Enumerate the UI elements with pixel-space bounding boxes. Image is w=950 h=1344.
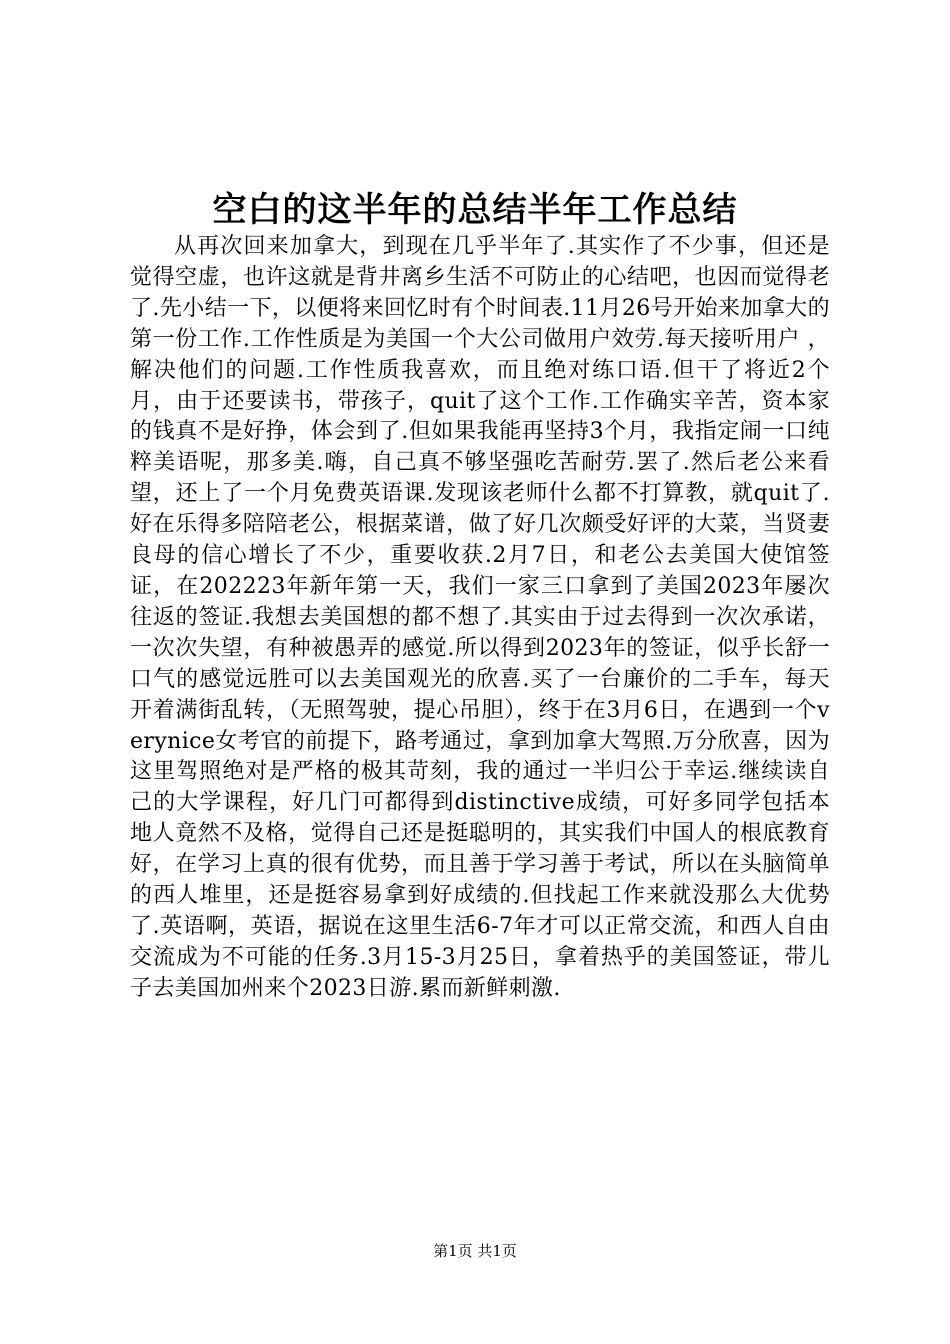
- page-number-footer: 第1页 共1页: [433, 1242, 517, 1260]
- document-title: 空白的这半年的总结半年工作总结: [212, 190, 738, 230]
- document-body-paragraph: 从再次回来加拿大，到现在几乎半年了.其实作了不少事，但还是觉得空虚，也许这就是背井离乡生活不可防止的心结吧，也因而觉得老了.先小结一下，以便将来回忆时有个时间表.11月26号开始来加拿大的第一份工作.工作性质是为美国一个大公司做用户效劳.每天接听用户 ，解决他们的问题.工作性质我喜欢，而且绝对练口语.但干了将近2个月，由于还要读书，带孩子，quit了这个工作.工作确实辛苦，资本家的钱真不是好挣，体会到了.但如果我能再坚持3个月，我指定闹一口纯粹美语呢，那多美.嗨，自己真不够坚强吃苦耐劳.罢了.然后老公来看望，还上了一个月免费英语课.发现该老师什么都不打算教，就quit了.好在乐得多陪陪老公，根据菜谱，做了好几次颇受好评的大菜，当贤妻良母的信心增长了不少，重要收获.2月7日，和老公去美国大使馆签证，在202223年新年第一天，我们一家三口拿到了美国2023年屡次往返的签证.我想去美国想的都不想了.其实由于过去得到一次次承诺，一次次失望，有种被愚弄的感觉.所以得到2023年的签证，似乎长舒一口气的感觉远胜可以去美国观光的欣喜.买了一台廉价的二手车，每天开着满街乱转，（无照驾驶，提心吊胆），终于在3月6日，在遇到一个verynice女考官的前提下，路考通过，拿到加拿大驾照.万分欣喜，因为这里驾照绝对是严格的极其苛刻，我的通过一半归公于幸运.继续读自己的大学课程，好几门可都得到distinctive成绩，可好多同学包括本地人竟然不及格，觉得自己还是挺聪明的，其实我们中国人的根底教育好，在学习上真的很有优势，而且善于学习善于考试，所以在头脑简单的西人堆里，还是挺容易拿到好成绩的.但找起工作来就没那么大优势了.英语啊，英语，据说在这里生活6-7年才可以正常交流，和西人自由交流成为不可能的任务.3月15-3月25日，拿着热乎的美国签证，带儿子去美国加州来个2023日游.累而新鲜刺激.: [130, 234, 830, 1001]
